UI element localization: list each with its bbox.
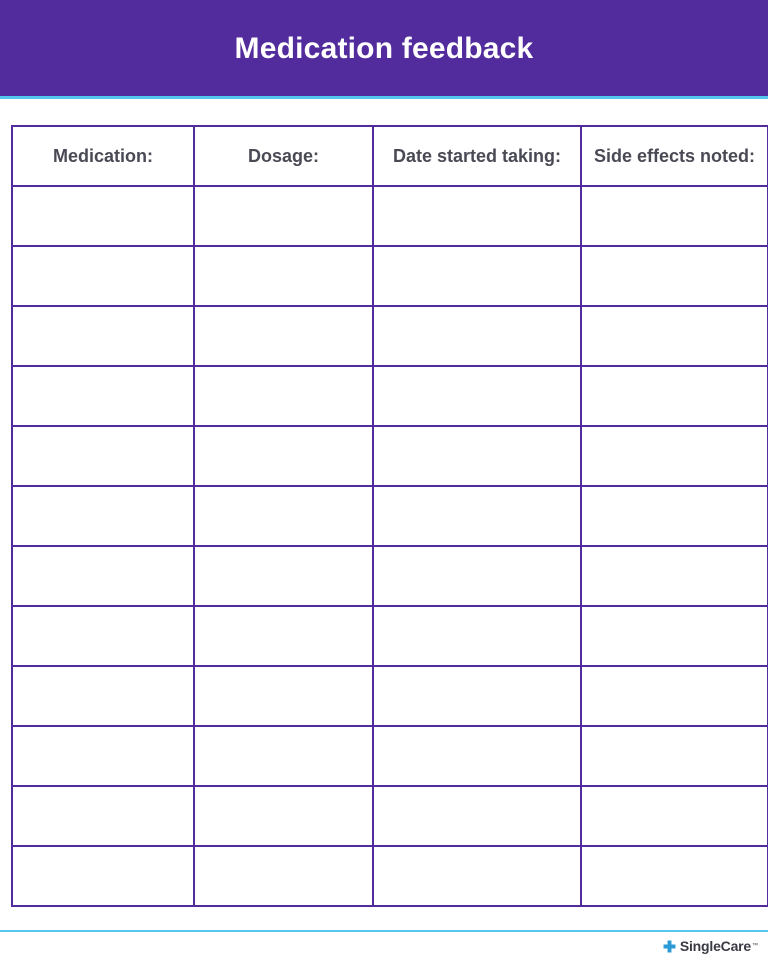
table-row — [12, 246, 768, 306]
table-cell[interactable] — [581, 486, 768, 546]
table-cell[interactable] — [194, 426, 373, 486]
table-cell[interactable] — [12, 546, 194, 606]
table-cell[interactable] — [581, 666, 768, 726]
table-row — [12, 786, 768, 846]
table-cell[interactable] — [373, 186, 581, 246]
table-cell[interactable] — [581, 846, 768, 906]
table-cell[interactable] — [581, 546, 768, 606]
table-cell[interactable] — [581, 606, 768, 666]
table-cell[interactable] — [12, 666, 194, 726]
footer-divider — [0, 930, 768, 932]
table-body — [12, 186, 768, 906]
table-cell[interactable] — [581, 186, 768, 246]
table-cell[interactable] — [194, 606, 373, 666]
table-row — [12, 546, 768, 606]
header-banner — [0, 0, 768, 96]
plus-icon — [663, 940, 676, 953]
table-cell[interactable] — [373, 786, 581, 846]
table-row — [12, 366, 768, 426]
table-cell[interactable] — [12, 426, 194, 486]
table-cell[interactable] — [581, 306, 768, 366]
table-row — [12, 426, 768, 486]
table-cell[interactable] — [581, 786, 768, 846]
medication-table-container — [11, 125, 759, 904]
trademark-mark: ™ — [752, 943, 758, 949]
table-header-row — [12, 126, 768, 186]
table-cell[interactable] — [194, 786, 373, 846]
column-header-medication: Medication: — [12, 126, 194, 186]
table-cell[interactable] — [12, 786, 194, 846]
logo-text: SingleCare — [679, 938, 751, 954]
table-cell[interactable] — [194, 846, 373, 906]
column-header-dosage: Dosage: — [194, 126, 373, 186]
table-cell[interactable] — [373, 426, 581, 486]
table-cell[interactable] — [194, 666, 373, 726]
table-cell[interactable] — [12, 606, 194, 666]
table-cell[interactable] — [12, 486, 194, 546]
column-header-date-started: Date started taking: — [373, 126, 581, 186]
singlecare-logo — [663, 936, 758, 956]
column-header-side-effects: Side effects noted: — [581, 126, 768, 186]
table-cell[interactable] — [373, 306, 581, 366]
table-cell[interactable] — [373, 366, 581, 426]
table-cell[interactable] — [581, 726, 768, 786]
table-cell[interactable] — [12, 846, 194, 906]
table-cell[interactable] — [194, 186, 373, 246]
table-cell[interactable] — [373, 486, 581, 546]
table-cell[interactable] — [373, 846, 581, 906]
table-cell[interactable] — [373, 246, 581, 306]
table-row — [12, 486, 768, 546]
page-title: Medication feedback — [234, 32, 534, 65]
table-cell[interactable] — [12, 366, 194, 426]
table-cell[interactable] — [12, 186, 194, 246]
table-cell[interactable] — [194, 366, 373, 426]
table-cell[interactable] — [373, 666, 581, 726]
table-cell[interactable] — [12, 726, 194, 786]
table-cell[interactable] — [194, 726, 373, 786]
table-cell[interactable] — [12, 306, 194, 366]
table-row — [12, 666, 768, 726]
table-row — [12, 726, 768, 786]
header-divider — [0, 96, 768, 99]
table-cell[interactable] — [194, 546, 373, 606]
table-cell[interactable] — [373, 726, 581, 786]
table-cell[interactable] — [194, 306, 373, 366]
medication-table — [11, 125, 768, 907]
table-row — [12, 846, 768, 906]
table-row — [12, 606, 768, 666]
table-cell[interactable] — [194, 486, 373, 546]
table-row — [12, 306, 768, 366]
table-cell[interactable] — [194, 246, 373, 306]
table-cell[interactable] — [12, 246, 194, 306]
table-cell[interactable] — [581, 426, 768, 486]
table-cell[interactable] — [373, 606, 581, 666]
table-cell[interactable] — [373, 546, 581, 606]
table-row — [12, 186, 768, 246]
table-cell[interactable] — [581, 366, 768, 426]
table-cell[interactable] — [581, 246, 768, 306]
